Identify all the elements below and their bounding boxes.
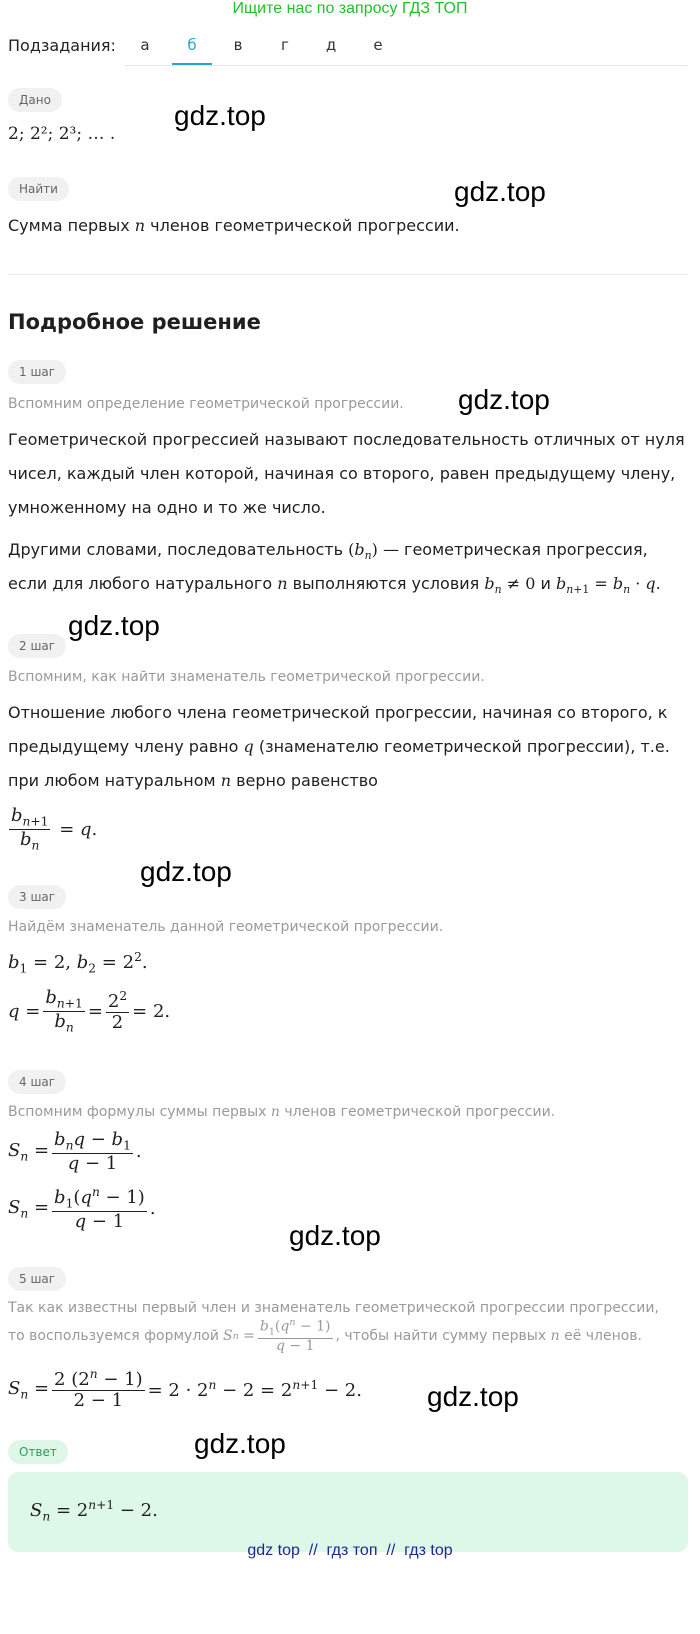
step4-hint: Вспомним формулы суммы первых n членов геометрической прогрессии. bbox=[8, 1104, 556, 1120]
find-text-a: Сумма первых bbox=[8, 216, 130, 235]
formula-sum-1: $S_n$ = $\frac{b_nq - b_1}{q - 1}$ . bbox=[8, 1129, 142, 1175]
active-tab-indicator bbox=[172, 63, 212, 65]
subtask-tabs bbox=[125, 28, 687, 66]
step1-line5-b: выполняются условия bbox=[292, 574, 480, 593]
step2-line1: Отношение любого члена геометрической прогрессии, начиная со второго, к bbox=[8, 703, 668, 722]
step5-hint2-b: , чтобы найти сумму первых bbox=[335, 1328, 547, 1345]
answer-formula: $S_n = 2^{n+1} - 2$. bbox=[30, 1498, 158, 1524]
tab-g[interactable]: г bbox=[281, 36, 289, 54]
step1-line4-a: Другими словами, последовательность bbox=[8, 540, 343, 559]
given-sequence: 2; 2²; 2³; … . bbox=[8, 124, 116, 144]
watermark: gdz.top bbox=[427, 1381, 519, 1412]
step4-pill: 4 шаг bbox=[8, 1070, 66, 1094]
step1-line5-c: и bbox=[540, 574, 551, 593]
formula-q: q = $\frac{b_{n+1}}{b_n}$ = $\frac{2^2}{2}$ = 2. bbox=[8, 987, 171, 1035]
step1-line4-b: — геометрическая прогрессия, bbox=[382, 540, 648, 559]
watermark: gdz.top bbox=[68, 610, 160, 641]
step4-hint-b: членов геометрической прогрессии. bbox=[284, 1104, 556, 1120]
step5-hint2: то воспользуемся формулой S n = $\frac{b_1(q^n - 1)}{q - 1}$ , чтобы найти сумму первых n её членов. bbox=[8, 1317, 643, 1354]
step2-line2-b: (знаменателю геометрической прогрессии), т.е. bbox=[258, 737, 670, 756]
find-var: n bbox=[134, 216, 146, 235]
step2-line3-b: верно равенство bbox=[236, 771, 378, 790]
formula-sum-result: $S_n$ = $\frac{2 (2^n - 1)}{2 - 1}$ = $2 \cdot 2^n - 2 = 2^{n+1} - 2$. bbox=[8, 1367, 362, 1411]
find-pill: Найти bbox=[8, 177, 69, 201]
watermark: gdz.top bbox=[194, 1428, 286, 1459]
step5-pill: 5 шаг bbox=[8, 1267, 66, 1291]
step1-line4 bbox=[8, 540, 648, 562]
step2-hint: Вспомним, как найти знаменатель геометрической прогрессии. bbox=[8, 669, 485, 685]
formula-sum-2: $S_n$ = $\frac{b_1(q^n - 1)}{q - 1}$ . bbox=[8, 1185, 156, 1233]
bn-sequence: $(b_n)$ bbox=[348, 540, 378, 563]
tab-v[interactable]: в bbox=[233, 36, 243, 54]
answer-pill: Ответ bbox=[8, 1440, 68, 1464]
tab-a[interactable]: а bbox=[140, 36, 150, 54]
step1-pill: 1 шаг bbox=[8, 360, 66, 384]
condition-ratio: $b_{n+1} = b_n \cdot q$. bbox=[555, 574, 661, 597]
formula-ratio: $\frac{b_{n+1}}{b_n}$ = q. bbox=[11, 805, 98, 853]
formula-b1-b2: $b_1 = 2$, $b_2 = 2^2$. bbox=[8, 950, 148, 976]
step1-line3: умноженному на одно и то же число. bbox=[8, 498, 326, 517]
step3-pill: 3 шаг bbox=[8, 885, 66, 909]
tab-e[interactable]: е bbox=[373, 36, 383, 54]
step1-line5-a: если для любого натурального bbox=[8, 574, 273, 593]
step5-hint2-a: то воспользуемся формулой bbox=[8, 1328, 219, 1345]
step2-line3: при любом натуральном n верно равенство bbox=[8, 771, 378, 790]
tab-d[interactable]: д bbox=[325, 36, 337, 54]
top-banner: Ищите нас по запросу ГДЗ ТОП bbox=[232, 0, 468, 17]
watermark: gdz.top bbox=[289, 1220, 381, 1251]
solution-title: Подробное решение bbox=[8, 310, 261, 334]
find-text bbox=[8, 216, 460, 235]
find-text-b: членов геометрической прогрессии. bbox=[150, 216, 460, 235]
watermark: gdz.top bbox=[140, 856, 232, 887]
step4-hint-a: Вспомним формулы суммы первых bbox=[8, 1104, 267, 1120]
step2-line2: предыдущему члену равно q (знаменателю геометрической прогрессии), т.е. bbox=[8, 737, 670, 756]
condition-nonzero: $b_n \ne 0$ bbox=[484, 574, 536, 597]
step5-hint2-c: её членов. bbox=[564, 1328, 643, 1345]
answer-box bbox=[8, 1472, 688, 1552]
footer: gdz top // гдз топ // гдз top bbox=[247, 1542, 453, 1559]
divider bbox=[8, 274, 688, 275]
step2-line2-a: предыдущему члену равно bbox=[8, 737, 239, 756]
step1-hint: Вспомним определение геометрической прогрессии. bbox=[8, 396, 404, 412]
tab-b[interactable]: б bbox=[187, 36, 197, 54]
step1-line1: Геометрической прогрессией называют последовательность отличных от нуля bbox=[8, 430, 685, 449]
step5-hint1: Так как известны первый член и знаменатель геометрической прогрессии прогрессии, bbox=[8, 1300, 659, 1316]
watermark: gdz.top bbox=[458, 384, 550, 415]
step2-pill: 2 шаг bbox=[8, 634, 66, 658]
watermark: gdz.top bbox=[454, 176, 546, 207]
step3-hint: Найдём знаменатель данной геометрической прогрессии. bbox=[8, 919, 444, 935]
step2-line3-a: при любом натуральном bbox=[8, 771, 216, 790]
watermark: gdz.top bbox=[174, 100, 266, 131]
step1-line5: если для любого натурального n выполняются условия $b_n \ne 0$ и $b_{n+1} = b_n \cdot q$. bbox=[8, 574, 661, 597]
step1-line2: чисел, каждый член которой, начиная со второго, равен предыдущему члену, bbox=[8, 464, 676, 483]
given-pill: Дано bbox=[8, 88, 62, 112]
subtasks-label: Подзадания: bbox=[8, 36, 116, 55]
